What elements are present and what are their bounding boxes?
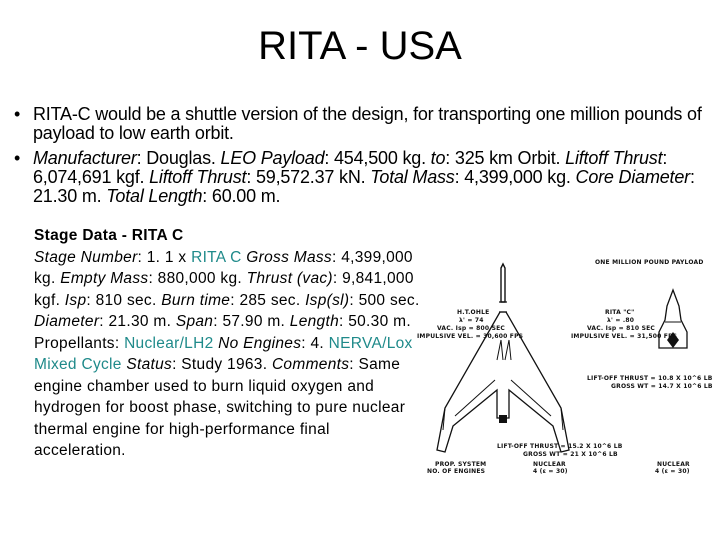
diagram-right-line-2: λ' = .80 xyxy=(607,317,635,324)
to-value: : 325 km Orbit. xyxy=(445,148,566,168)
thrust-vac-value: : 9,841,000 kgf. xyxy=(34,270,414,309)
stage-data-block xyxy=(34,225,424,462)
diagram-large-liftoff: LIFT-OFF THRUST = 15.2 X 10^6 LB xyxy=(497,443,623,450)
manufacturer-label: Manufacturer xyxy=(33,148,137,168)
bullet-text: RITA-C would be a shuttle version of the design, for transporting one million pounds of payload to low earth orbit. xyxy=(33,104,702,143)
gross-mass-value: : 4,399,000 kg. xyxy=(34,248,413,287)
status-label: Status xyxy=(126,356,173,373)
span-value: : 57.90 m. xyxy=(213,313,290,330)
length-label: Length xyxy=(289,313,339,330)
bullet-item-specs xyxy=(14,149,704,206)
gross-mass-label: Gross Mass xyxy=(246,248,332,266)
spacecraft-drawing-icon xyxy=(415,240,715,480)
bullet-dot-icon: • xyxy=(14,104,21,124)
leo-payload-label: LEO Payload xyxy=(220,148,325,168)
diagram-center-spec-1: NUCLEAR xyxy=(533,461,566,468)
thrust-vac-label: Thrust (vac) xyxy=(246,270,333,287)
slide-title: RITA - USA xyxy=(258,24,462,68)
diagram-payload-label: ONE MILLION POUND PAYLOAD xyxy=(595,259,704,266)
isp-label: Isp xyxy=(64,291,87,309)
liftoff-thrust-kn-value: : 59,572.37 kN. xyxy=(246,167,371,187)
diagram-small-liftoff: LIFT-OFF THRUST = 10.8 X 10^6 LB xyxy=(587,375,713,382)
total-mass-value: : 4,399,000 kg. xyxy=(454,167,576,187)
core-diameter-value: : 21.30 m. xyxy=(33,167,695,206)
diameter-label: Diameter xyxy=(34,313,100,330)
diagram-left-line-4: IMPULSIVE VEL. = 30,600 FPS xyxy=(417,333,524,340)
stage-number-value: : 1. 1 x xyxy=(137,248,192,266)
total-length-label: Total Length xyxy=(106,186,203,206)
leo-payload-value: : 454,500 kg. xyxy=(324,148,431,168)
diagram-right-line-3: VAC. Isp = 810 SEC xyxy=(587,325,655,332)
diameter-value: : 21.30 m. xyxy=(99,313,176,330)
diagram-right-line-4: IMPULSIVE VEL. = 31,500 FPS xyxy=(571,333,678,340)
isp-value: : 810 sec. xyxy=(86,291,162,309)
diagram-small-gross: GROSS WT = 14.7 X 10^6 LB xyxy=(611,383,713,390)
diagram-right-spec-1: NUCLEAR xyxy=(657,461,690,468)
empty-mass-label: Empty Mass xyxy=(60,270,149,287)
liftoff-thrust-kgf-value: : 6,074,691 kgf. xyxy=(33,148,668,187)
core-diameter-label: Core Diameter xyxy=(575,167,690,187)
stage-number-label: Stage Number xyxy=(34,248,138,266)
diagram-left-line-1: H.T.OHLE xyxy=(457,309,490,316)
burn-time-value: : 285 sec. xyxy=(230,291,306,309)
liftoff-thrust-kgf-label: Liftoff Thrust xyxy=(565,148,663,168)
engine-link[interactable]: NERVA/Lox Mixed Cycle xyxy=(34,334,413,373)
liftoff-thrust-kn-label: Liftoff Thrust xyxy=(149,167,247,187)
total-length-value: : 60.00 m. xyxy=(202,186,281,206)
diagram-large-gross: GROSS WT = 21 X 10^6 LB xyxy=(523,451,618,458)
to-label: to xyxy=(430,148,446,168)
diagram-center-spec-2: 4 (ε = 30) xyxy=(533,468,568,475)
engines-value: : 4. xyxy=(301,334,329,352)
manufacturer-value: : Douglas. xyxy=(136,148,221,168)
engines-label: No Engines xyxy=(218,334,302,352)
length-value: : 50.30 m. Propellants: xyxy=(34,313,411,352)
comments-value: : Same engine chamber used to burn liquid oxygen and hydrogen for boost phase, switching to pure nuclear thermal engine for high-performance final acceleration. xyxy=(34,356,406,459)
diagram-legend-2: NO. OF ENGINES xyxy=(427,468,486,475)
isp-sl-label: Isp(sl) xyxy=(305,291,350,309)
bullet-list xyxy=(14,105,704,212)
diagram-left-line-2: λ' = 74 xyxy=(459,317,484,324)
bullet-item-description xyxy=(14,105,704,143)
empty-mass-value: : 880,000 kg. xyxy=(148,270,247,287)
comments-label: Comments xyxy=(271,356,350,373)
rita-vehicle-diagram xyxy=(415,240,715,480)
burn-time-label: Burn time xyxy=(161,291,231,309)
diagram-right-line-1: RITA "C" xyxy=(605,309,635,316)
diagram-left-line-3: VAC. Isp = 800 SEC xyxy=(437,325,505,332)
span-label: Span xyxy=(175,313,214,330)
total-mass-label: Total Mass xyxy=(370,167,455,187)
propellants-link[interactable]: Nuclear/LH2 xyxy=(124,334,214,352)
status-value: : Study 1963. xyxy=(172,356,272,373)
diagram-right-spec-2: 4 (ε = 30) xyxy=(655,468,690,475)
bullet-dot-icon: • xyxy=(14,148,21,168)
diagram-legend-1: PROP. SYSTEM xyxy=(435,461,487,468)
rita-c-link[interactable]: RITA C xyxy=(191,248,242,266)
stage-data-heading: Stage Data - RITA C xyxy=(34,227,184,244)
isp-sl-value: : 500 sec. xyxy=(349,291,420,309)
